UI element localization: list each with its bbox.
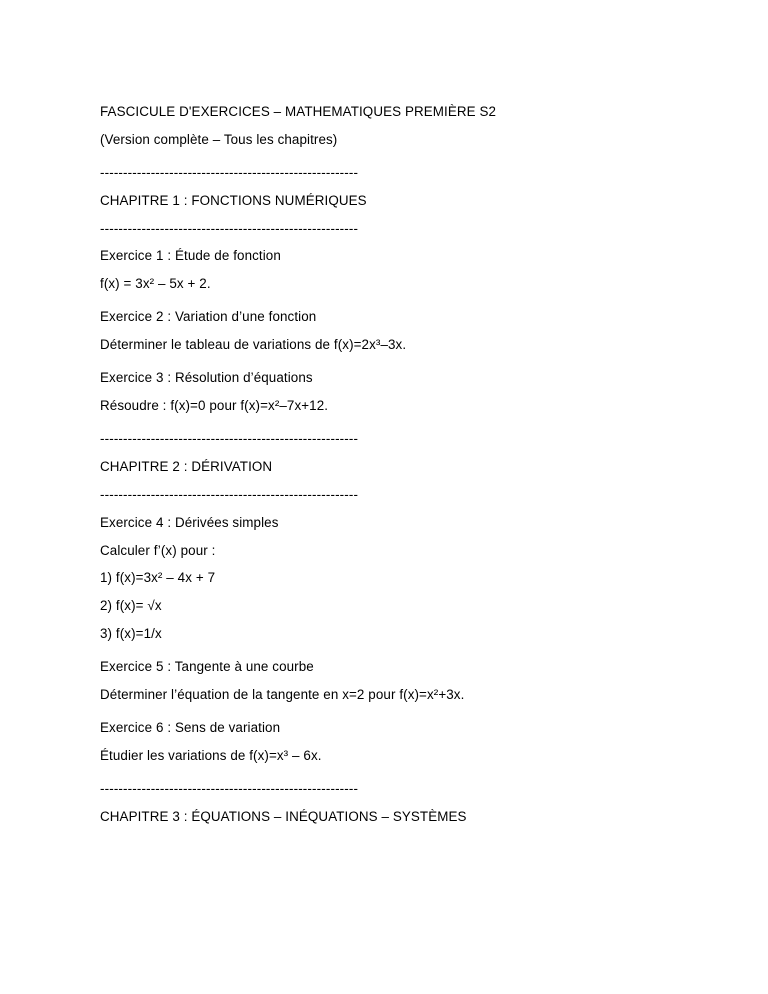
separator-line: -------------------------------------------------------- — [100, 220, 359, 236]
separator-line: -------------------------------------------------------- — [100, 486, 359, 502]
document-content — [100, 103, 708, 826]
document-line: Déterminer l’équation de la tangente en x=2 pour f(x)=x²+3x. — [100, 686, 465, 702]
document-line: Exercice 2 : Variation d’une fonction — [100, 309, 317, 325]
document-line: FASCICULE D'EXERCICES – MATHEMATIQUES PREMIÈRE S2 — [100, 104, 497, 119]
document-line: CHAPITRE 1 : FONCTIONS NUMÉRIQUES — [100, 192, 367, 208]
document-line: f(x) = 3x² – 5x + 2. — [100, 276, 211, 292]
document-line: (Version complète – Tous les chapitres) — [100, 131, 338, 147]
document-line: Exercice 5 : Tangente à une courbe — [100, 659, 314, 675]
document-line: Calculer f’(x) pour : — [100, 542, 216, 558]
document-line: 2) f(x)= √x — [100, 598, 162, 614]
document-line: Étudier les variations de f(x)=x³ – 6x. — [100, 747, 322, 763]
document-line: CHAPITRE 2 : DÉRIVATION — [100, 459, 273, 475]
document-line: Résoudre : f(x)=0 pour f(x)=x²–7x+12. — [100, 398, 329, 414]
document-line: CHAPITRE 3 : ÉQUATIONS – INÉQUATIONS – SYSTÈMES — [100, 808, 467, 824]
document-line: 1) f(x)=3x² – 4x + 7 — [100, 570, 216, 586]
document-line: Exercice 1 : Étude de fonction — [100, 248, 281, 264]
separator-line: -------------------------------------------------------- — [100, 431, 359, 447]
document-line: Exercice 4 : Dérivées simples — [100, 514, 279, 530]
separator-line: -------------------------------------------------------- — [100, 781, 359, 797]
document-line: 3) f(x)=1/x — [100, 625, 162, 641]
document-line: Exercice 6 : Sens de variation — [100, 720, 281, 736]
document-line: Exercice 3 : Résolution d’équations — [100, 370, 313, 386]
separator-line: -------------------------------------------------------- — [100, 165, 359, 180]
document-line: Déterminer le tableau de variations de f(x)=2x³–3x. — [100, 337, 407, 353]
